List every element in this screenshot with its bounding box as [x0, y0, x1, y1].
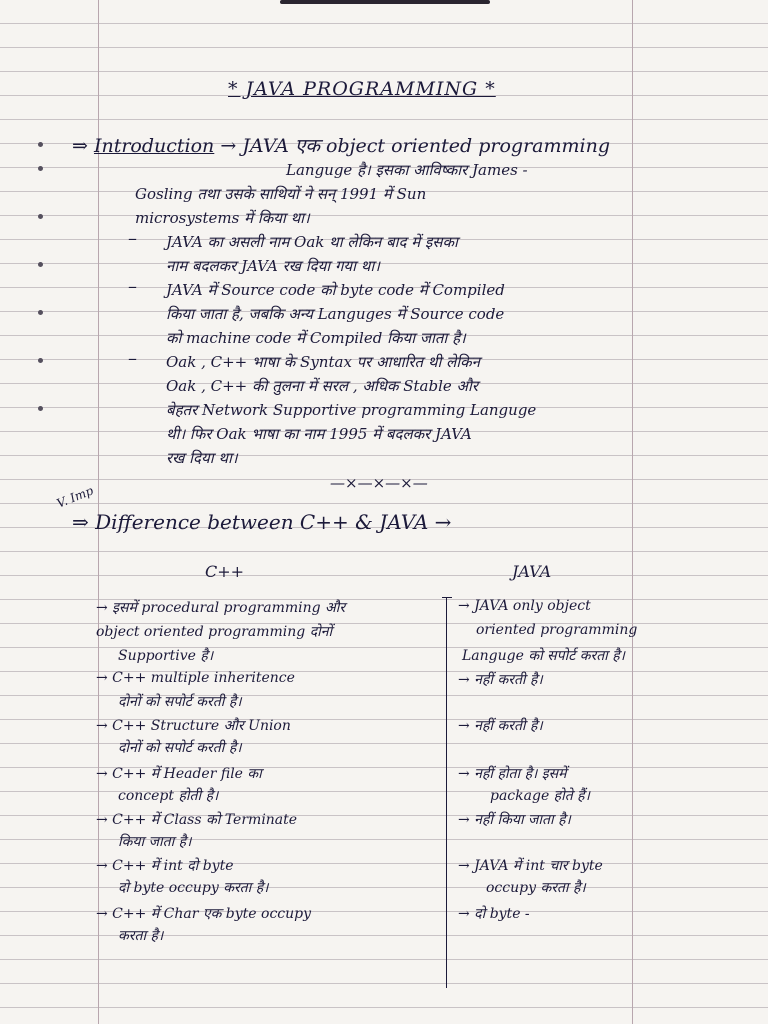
cpp-row-3-line-1: concept होती है। — [118, 788, 219, 804]
cpp-row-5-line-0: → C++ में int दो byte — [96, 858, 234, 874]
cpp-row-0-line-0: → इसमें procedural programming और — [96, 600, 346, 616]
java-row-5-line-1: occupy करता है। — [486, 880, 586, 896]
table-divider — [446, 598, 447, 988]
java-row-6-line-0: → दो byte - — [458, 906, 530, 922]
bullet-2-line-2: बेहतर Network Supportive programming Languge — [166, 401, 537, 419]
intro-label: Introduction — [93, 135, 215, 157]
intro-line-2: Gosling तथा उसके साथियों ने सन् 1991 में Sun — [135, 185, 427, 203]
cpp-row-4-line-0: → C++ में Class को Terminate — [96, 812, 298, 828]
cpp-row-1-line-0: → C++ multiple inheritence — [96, 670, 295, 686]
bullet-0-line-0: JAVA का असली नाम Oak था लेकिन बाद में इसका — [166, 233, 458, 251]
intro-arrow: ⇒ — [72, 135, 88, 157]
cpp-row-0-line-2: Supportive है। — [118, 648, 214, 664]
page-title: * JAVA PROGRAMMING * — [228, 78, 496, 100]
intro-heading — [72, 132, 610, 158]
cpp-row-4-line-1: किया जाता है। — [118, 834, 192, 850]
cpp-row-6-line-0: → C++ में Char एक byte occupy — [96, 906, 312, 922]
binder-hole — [38, 142, 43, 147]
intro-line-1: Languge है। इसका आविष्कार James - — [286, 161, 528, 179]
intro-line-3: microsystems में किया था। — [135, 209, 310, 227]
java-row-2-line-0: → नहीं करती है। — [458, 718, 543, 734]
section-separator: —×—×—×— — [330, 474, 428, 492]
importance-tag: V. Imp — [54, 483, 96, 511]
binder-hole — [38, 166, 43, 171]
bullet-2-line-3: थी। फिर Oak भाषा का नाम 1995 में बदलकर JAVA — [166, 425, 472, 443]
bullet-dash: – — [128, 228, 137, 249]
page-top-edge — [280, 0, 490, 4]
cpp-row-2-line-1: दोनों को सपोर्ट करती है। — [118, 740, 242, 756]
bullet-dash: – — [128, 348, 137, 369]
bullet-2-line-1: Oak , C++ की तुलना में सरल , अधिक Stable और — [166, 377, 479, 395]
bullet-dash: – — [128, 276, 137, 297]
binder-hole — [38, 310, 43, 315]
java-row-0-line-2: Languge को सपोर्ट करता है। — [462, 648, 625, 664]
intro-line-0: → JAVA एक object oriented programming — [220, 135, 611, 157]
java-row-0-line-0: → JAVA only object — [458, 598, 591, 614]
java-row-0-line-1: oriented programming — [476, 622, 638, 638]
java-row-1-line-0: → नहीं करती है। — [458, 672, 543, 688]
cpp-row-5-line-1: दो byte occupy करता है। — [118, 880, 269, 896]
binder-hole — [38, 406, 43, 411]
bullet-1-line-1: किया जाता है, जबकि अन्य Languges में Source code — [166, 305, 505, 323]
bullet-2-line-0: Oak , C++ भाषा के Syntax पर आधारित थी लेकिन — [166, 353, 481, 371]
bullet-1-line-2: को machine code में Compiled किया जाता है। — [166, 329, 466, 347]
column-header-java: JAVA — [512, 562, 552, 581]
cpp-row-1-line-1: दोनों को सपोर्ट करती है। — [118, 694, 242, 710]
cpp-row-3-line-0: → C++ में Header file का — [96, 766, 262, 782]
bullet-2-line-4: रख दिया था। — [166, 449, 238, 467]
column-header-cpp: C++ — [205, 562, 245, 581]
cpp-row-2-line-0: → C++ Structure और Union — [96, 718, 291, 734]
right-margin-line — [632, 0, 633, 1024]
binder-hole — [38, 262, 43, 267]
java-row-3-line-1: package होते हैं। — [490, 788, 590, 804]
binder-hole — [38, 214, 43, 219]
bullet-1-line-0: JAVA में Source code को byte code में Compiled — [166, 281, 505, 299]
bullet-0-line-1: नाम बदलकर JAVA रख दिया गया था। — [166, 257, 380, 275]
cpp-row-0-line-1: object oriented programming दोनों — [96, 624, 333, 640]
java-row-4-line-0: → नहीं किया जाता है। — [458, 812, 571, 828]
table-top-tick — [442, 597, 452, 598]
java-row-5-line-0: → JAVA में int चार byte — [458, 858, 603, 874]
java-row-3-line-0: → नहीं होता है। इसमें — [458, 766, 567, 782]
binder-hole — [38, 358, 43, 363]
difference-heading: ⇒ Difference between C++ & JAVA → — [72, 510, 452, 534]
cpp-row-6-line-1: करता है। — [118, 928, 164, 944]
